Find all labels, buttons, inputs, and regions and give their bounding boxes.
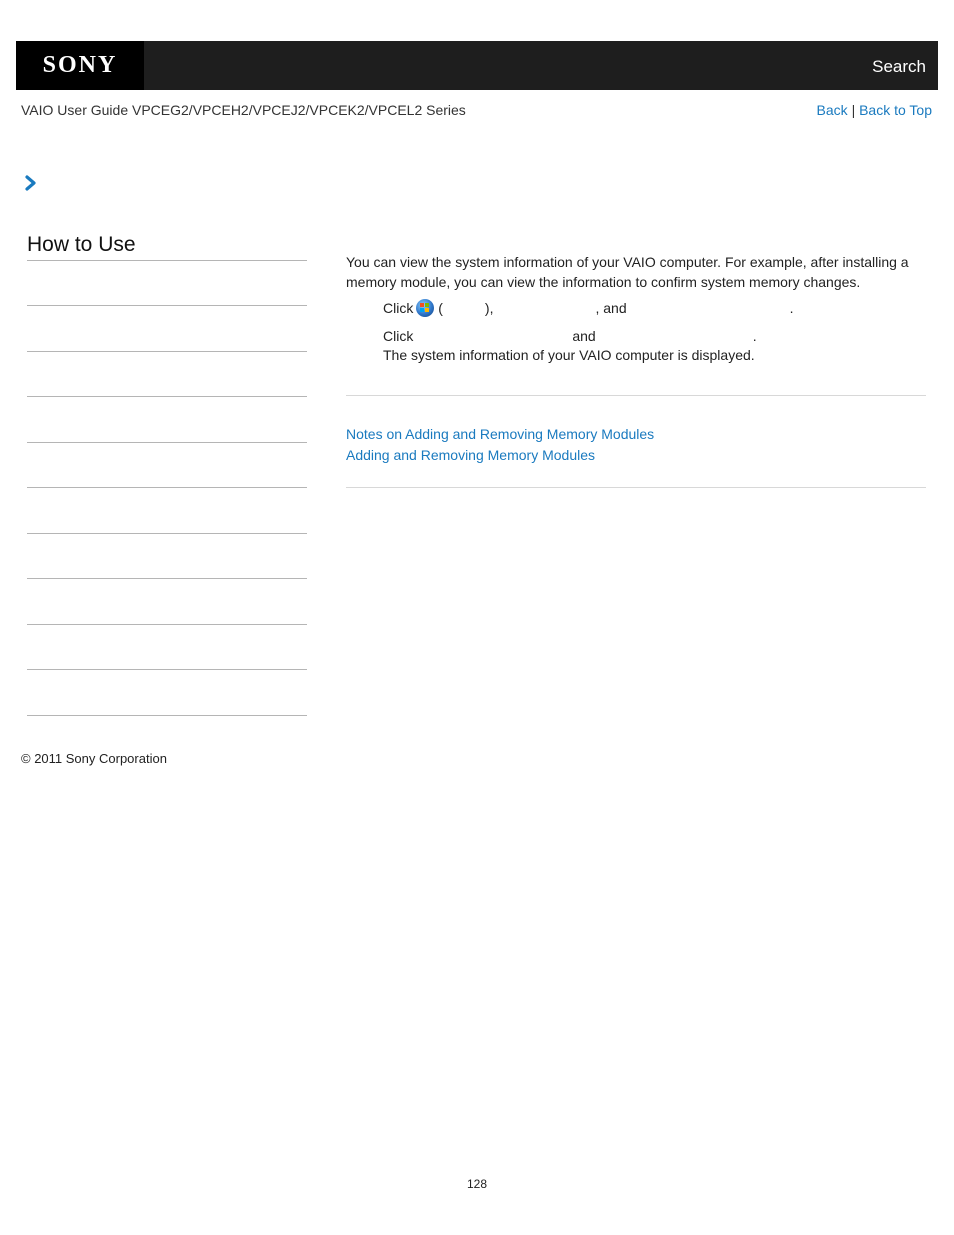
step-2-result: The system information of your VAIO computer is displayed. xyxy=(383,347,755,363)
related-link-adding-memory[interactable]: Adding and Removing Memory Modules xyxy=(346,447,596,463)
sidebar-divider xyxy=(27,305,307,306)
top-header-bar xyxy=(16,41,938,90)
step1-end: . xyxy=(789,300,794,316)
step1-prefix: Click xyxy=(383,300,414,316)
sidebar-divider xyxy=(27,624,307,625)
page-number: 128 xyxy=(466,1177,488,1191)
sidebar-heading: How to Use xyxy=(27,233,136,256)
step2-prefix: Click xyxy=(383,328,414,344)
main-content xyxy=(346,252,926,363)
intro-text: You can view the system information of your VAIO computer. For example, after installing a memory module, you can view the information to confirm system memory changes. xyxy=(346,254,909,290)
top-nav-links xyxy=(817,102,932,118)
windows-start-icon xyxy=(416,299,434,317)
step1-open-paren: ( xyxy=(438,300,443,316)
copyright: © 2011 Sony Corporation xyxy=(21,751,167,766)
search-button[interactable]: Search xyxy=(872,57,926,76)
step-2 xyxy=(383,326,757,346)
step-1 xyxy=(383,298,794,318)
back-to-top-link[interactable]: Back to Top xyxy=(859,102,932,118)
sidebar-divider xyxy=(27,578,307,579)
sidebar-divider xyxy=(27,487,307,488)
step1-part2: ), xyxy=(484,300,494,316)
sidebar-divider xyxy=(27,442,307,443)
content-divider xyxy=(346,487,926,488)
chevron-right-icon[interactable] xyxy=(24,175,38,196)
step1-part3: , and xyxy=(595,300,627,316)
sidebar-divider xyxy=(27,533,307,534)
back-link[interactable]: Back xyxy=(816,102,848,118)
content-divider xyxy=(346,395,926,396)
related-link-notes-memory[interactable]: Notes on Adding and Removing Memory Modules xyxy=(346,426,655,442)
guide-title: VAIO User Guide VPCEG2/VPCEH2/VPCEJ2/VPCEK2/VPCEL2 Series xyxy=(21,102,466,118)
sidebar-divider xyxy=(27,715,307,716)
sony-logo: SONY xyxy=(16,41,144,90)
sidebar-divider xyxy=(27,669,307,670)
sidebar-divider xyxy=(27,351,307,352)
nav-separator: | xyxy=(851,102,856,118)
sidebar-divider xyxy=(27,396,307,397)
step2-end: . xyxy=(752,328,757,344)
sidebar-divider xyxy=(27,260,307,261)
step2-part2: and xyxy=(572,328,596,344)
